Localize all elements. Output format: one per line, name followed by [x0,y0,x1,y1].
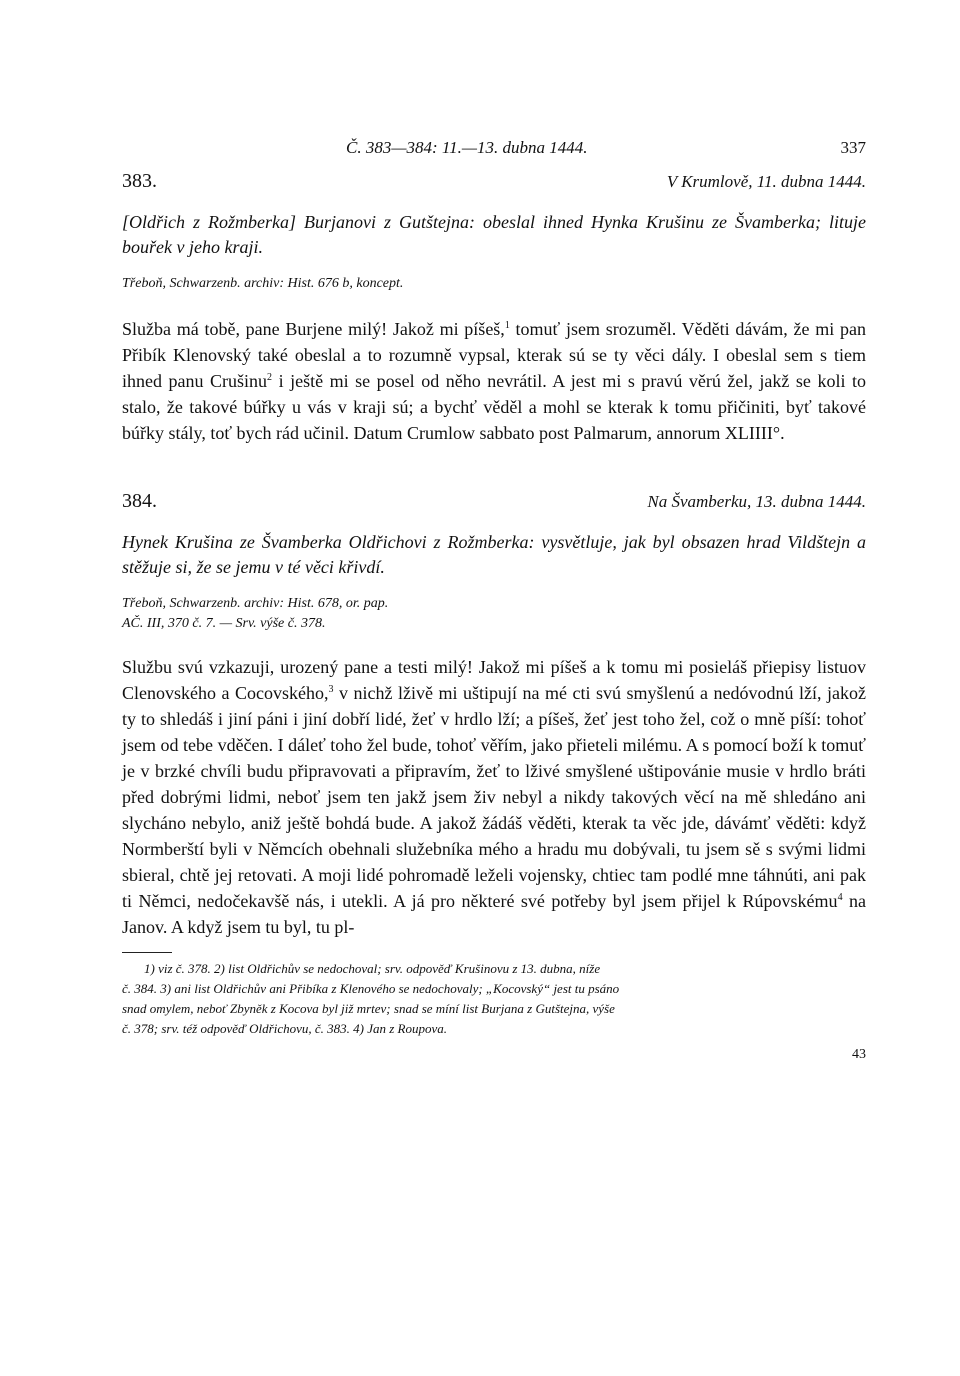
entry-384-text [122,654,866,940]
running-head [122,128,866,156]
entry-384-header [122,490,866,520]
text-part: Službu svú vzkazuji, urozený pane a testi milý! Jakož mi píšeš a k tomu mi posieláš přiepisy listuov Clenovského a Cocovského, [122,657,866,703]
entry-384-source-2: AČ. III, 370 č. 7. — Srv. výše č. 378. [122,616,326,631]
footnote-rule [122,952,172,953]
footnote-ref: 3 [328,684,334,695]
footnote-ref: 4 [837,892,843,903]
entry-383-text [122,316,866,446]
footnote-line: snad omylem, neboť Zbyněk z Kocova byl již mrtev; snad se míní list Burjana z Gutštejna, výše [122,1001,615,1016]
footnote-line: č. 384. 3) ani list Oldřichův ani Přibíka z Klenového se nedochovaly; „Kocovský“ jest tu psáno [122,981,620,996]
footnote-line: č. 378; srv. též odpověď Oldřichovu, č. 383. 4) Jan z Roupova. [122,1021,448,1036]
entry-number: 384. [122,490,157,512]
entry-384-regest: Hynek Krušina ze Švamberka Oldřichovi z Rožmberka: vysvětluje, jak byl obsazen hrad Vildštejn a stěžuje si, že se jemu v té věci křivdí. [122,532,866,577]
footnote-ref: 2 [267,372,273,383]
footnote-line: 1) viz č. 378. 2) list Oldřichův se nedochoval; srv. odpověď Krušinovu z 13. dubna, níže [144,961,601,976]
text-part: v nichž lživě mi uštipují na mé cti svú smyšlenú a nedóvodnú lží, jakož ty to shledáš i jiní páni i jiní dobří lidé, žeť v hrdlo lží; a píšeš, žeť jest toho žel, což o mně píší: tohoť jsem od tebe vděčen. I dáleť toho žel bude, tohoť věřím, jako přieteli milému. A s pomocí boží k tomuť je v brzké chvíli budu připravovati a připravím, žeť to lživé smyšlené uštipovánie musie v hrdlo bráti před dobrými lidmi, neboť jsem ten jakž jsem živ nebyl a nikdy takových věcí na mě shledáno ani slycháno nebylo, aniž ještě bohdá bude. A jakož žádáš věděti, kterak ta věc jde, dávámť věděti: když Normberští byli v Němcích obehnali služebníka mého a hradu mu dobývali, tu jsem sě s svými lidmi sbieral, chtě jej retovati. A moji lidé pohromadě leželi vojensky, chtiec tam podlé mne táhnúti, ani pak ti Němci, nedočekavšě nás, i utekli. A já pro některé své potřeby byl jsem přijel k Rúpovskému [122,683,866,911]
running-head-title: Č. 383—384: 11.—13. dubna 1444. [346,138,588,157]
entry-383-header [122,170,866,200]
entry-384-source-1: Třeboň, Schwarzenb. archiv: Hist. 678, or. pap. [122,596,389,611]
text-part: tomuť jsem srozuměl. Věděti dávám, že mi pan Přibík Klenovský také obeslal a to rozumně vypsal, kterak sú se ty věci dály. I obeslal sem s tiem ihned panu Crušinu [122,319,866,391]
entry-383-source: Třeboň, Schwarzenb. archiv: Hist. 676 b, koncept. [122,276,404,291]
entry-383-regest: [Oldřich z Rožmberka] Burjanovi z Gutštejna: obeslal ihned Hynka Krušinu ze Švamberka; lituje bouřek v jeho kraji. [122,212,866,257]
entry-place-date: Na Švamberku, 13. dubna 1444. [647,492,866,511]
entry-number: 383. [122,170,157,192]
text-part: Služba má tobě, pane Burjene milý! Jakož mi píšeš, [122,319,505,339]
footnote-ref: 1 [504,320,510,331]
text-part: na Janov. A když jsem tu byl, tu pl- [122,891,867,937]
text-part: i ještě mi se posel od něho nevrátil. A jest mi s pravú věrú žel, jakž se koli to stalo, že takové búřky u vás v kraji sú; a bychť věděl a mohl se kterak k tomu přičiniti, byť takové búřky stály, toť bych rád učinil. Datum Crumlow sabbato post Palmarum, annorum XLIIII°. [122,371,866,443]
page-number: 337 [840,138,866,157]
footnotes [122,959,866,1039]
page [122,128,866,1067]
signature-mark: 43 [852,1047,866,1062]
entry-place-date: V Krumlově, 11. dubna 1444. [666,172,866,191]
